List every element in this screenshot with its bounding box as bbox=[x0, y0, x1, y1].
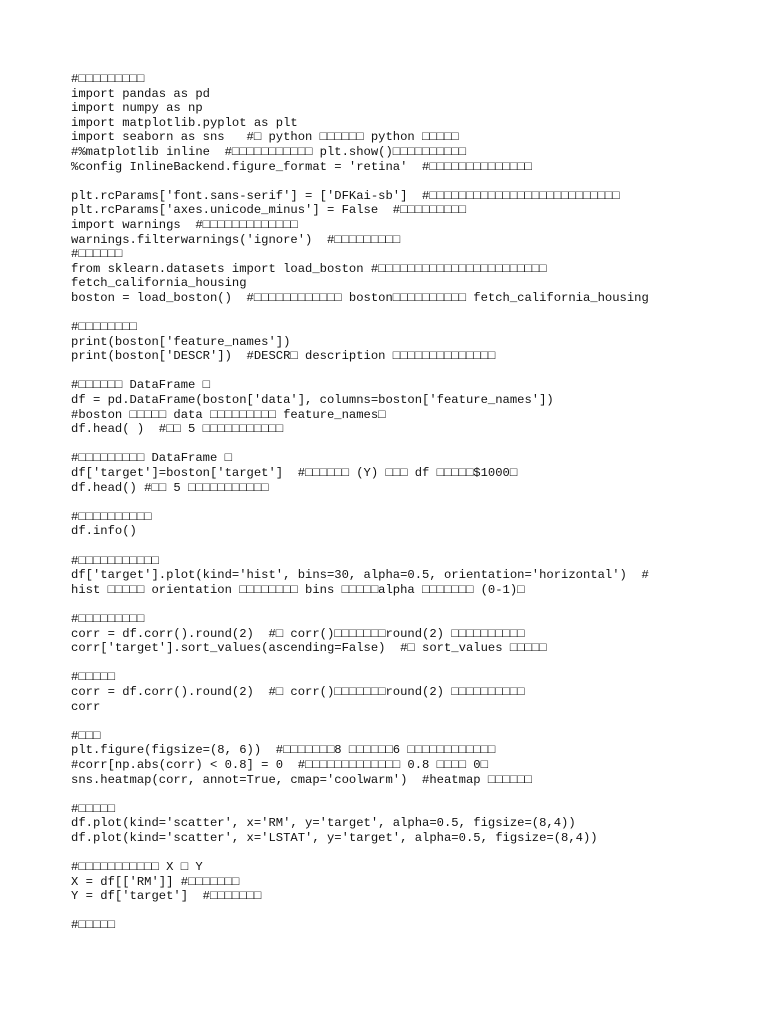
code-line: #□□□□□□□□□□ bbox=[71, 509, 152, 524]
code-line: #%matplotlib inline #□□□□□□□□□□□ plt.show()□□□□□□□□□□ bbox=[71, 144, 466, 159]
code-line: #□□□□□ bbox=[71, 801, 115, 816]
blank-line bbox=[71, 787, 751, 802]
code-line: X = df[['RM']] #□□□□□□□ bbox=[71, 874, 240, 889]
code-line: #□□□□□□□□□ DataFrame □ bbox=[71, 451, 232, 466]
code-line: df['target'].plot(kind='hist', bins=30, alpha=0.5, orientation='horizontal') # bbox=[71, 568, 649, 583]
code-line: df = pd.DataFrame(boston['data'], columns=boston['feature_names']) bbox=[71, 393, 554, 408]
code-listing bbox=[71, 72, 751, 933]
code-line: df.info() bbox=[71, 524, 137, 539]
code-line: #□□□□□ bbox=[71, 918, 115, 933]
blank-line bbox=[71, 904, 751, 919]
code-line: import pandas as pd bbox=[71, 86, 210, 101]
code-line: #□□□□□□□□□□□ bbox=[71, 553, 159, 568]
code-line: #□□□□□□□□ bbox=[71, 320, 137, 335]
code-line: plt.rcParams['font.sans-serif'] = ['DFKai-sb'] #□□□□□□□□□□□□□□□□□□□□□□□□□□ bbox=[71, 188, 620, 203]
code-line: #□□□□□□□□□□□ X □ Y bbox=[71, 860, 203, 875]
code-line: from sklearn.datasets import load_boston #□□□□□□□□□□□□□□□□□□□□□□□ bbox=[71, 261, 547, 276]
code-line: df.plot(kind='scatter', x='LSTAT', y='target', alpha=0.5, figsize=(8,4)) bbox=[71, 830, 598, 845]
code-line: fetch_california_housing bbox=[71, 276, 247, 291]
blank-line bbox=[71, 495, 751, 510]
code-line: print(boston['DESCR']) #DESCR□ description □□□□□□□□□□□□□□ bbox=[71, 349, 496, 364]
code-line: plt.rcParams['axes.unicode_minus'] = False #□□□□□□□□□ bbox=[71, 203, 466, 218]
code-line: #□□□□□□□□□ bbox=[71, 611, 145, 626]
code-line: corr['target'].sort_values(ascending=False) #□ sort_values □□□□□ bbox=[71, 641, 547, 656]
blank-line bbox=[71, 364, 751, 379]
blank-line bbox=[71, 174, 751, 189]
code-line: import warnings #□□□□□□□□□□□□□ bbox=[71, 217, 298, 232]
code-line: print(boston['feature_names']) bbox=[71, 334, 291, 349]
blank-line bbox=[71, 845, 751, 860]
blank-line bbox=[71, 714, 751, 729]
code-line: corr = df.corr().round(2) #□ corr()□□□□□□□round(2) □□□□□□□□□□ bbox=[71, 626, 525, 641]
code-line: import matplotlib.pyplot as plt bbox=[71, 115, 298, 130]
code-line: %config InlineBackend.figure_format = 'retina' #□□□□□□□□□□□□□□ bbox=[71, 159, 532, 174]
code-line: #□□□ bbox=[71, 728, 101, 743]
code-line: boston = load_boston() #□□□□□□□□□□□□ boston□□□□□□□□□□ fetch_california_housing bbox=[71, 290, 649, 305]
blank-line bbox=[71, 656, 751, 671]
code-line: df['target']=boston['target'] #□□□□□□ (Y) □□□ df □□□□□$1000□ bbox=[71, 466, 518, 481]
code-line: df.head() #□□ 5 □□□□□□□□□□□ bbox=[71, 480, 269, 495]
code-line: #□□□□□ bbox=[71, 670, 115, 685]
code-line: df.plot(kind='scatter', x='RM', y='target', alpha=0.5, figsize=(8,4)) bbox=[71, 816, 576, 831]
code-line: #□□□□□□ DataFrame □ bbox=[71, 378, 210, 393]
code-line: import seaborn as sns #□ python □□□□□□ python □□□□□ bbox=[71, 130, 459, 145]
blank-line bbox=[71, 306, 751, 321]
code-line: df.head( ) #□□ 5 □□□□□□□□□□□ bbox=[71, 422, 284, 437]
blank-line bbox=[71, 539, 751, 554]
code-line: corr bbox=[71, 699, 101, 714]
code-line: import numpy as np bbox=[71, 101, 203, 116]
code-line: #□□□□□□□□□ bbox=[71, 72, 145, 86]
code-line: warnings.filterwarnings('ignore') #□□□□□□□□□ bbox=[71, 232, 401, 247]
code-line: plt.figure(figsize=(8, 6)) #□□□□□□□8 □□□□□□6 □□□□□□□□□□□□ bbox=[71, 743, 496, 758]
code-line: Y = df['target'] #□□□□□□□ bbox=[71, 889, 262, 904]
code-line: sns.heatmap(corr, annot=True, cmap='coolwarm') #heatmap □□□□□□ bbox=[71, 772, 532, 787]
code-line: #corr[np.abs(corr) < 0.8] = 0 #□□□□□□□□□□□□□ 0.8 □□□□ 0□ bbox=[71, 757, 488, 772]
code-line: hist □□□□□ orientation □□□□□□□□ bins □□□□□alpha □□□□□□□ (0-1)□ bbox=[71, 582, 525, 597]
code-line: #boston □□□□□ data □□□□□□□□□ feature_names□ bbox=[71, 407, 386, 422]
code-line: corr = df.corr().round(2) #□ corr()□□□□□□□round(2) □□□□□□□□□□ bbox=[71, 684, 525, 699]
blank-line bbox=[71, 597, 751, 612]
blank-line bbox=[71, 437, 751, 452]
code-line: #□□□□□□ bbox=[71, 247, 123, 262]
